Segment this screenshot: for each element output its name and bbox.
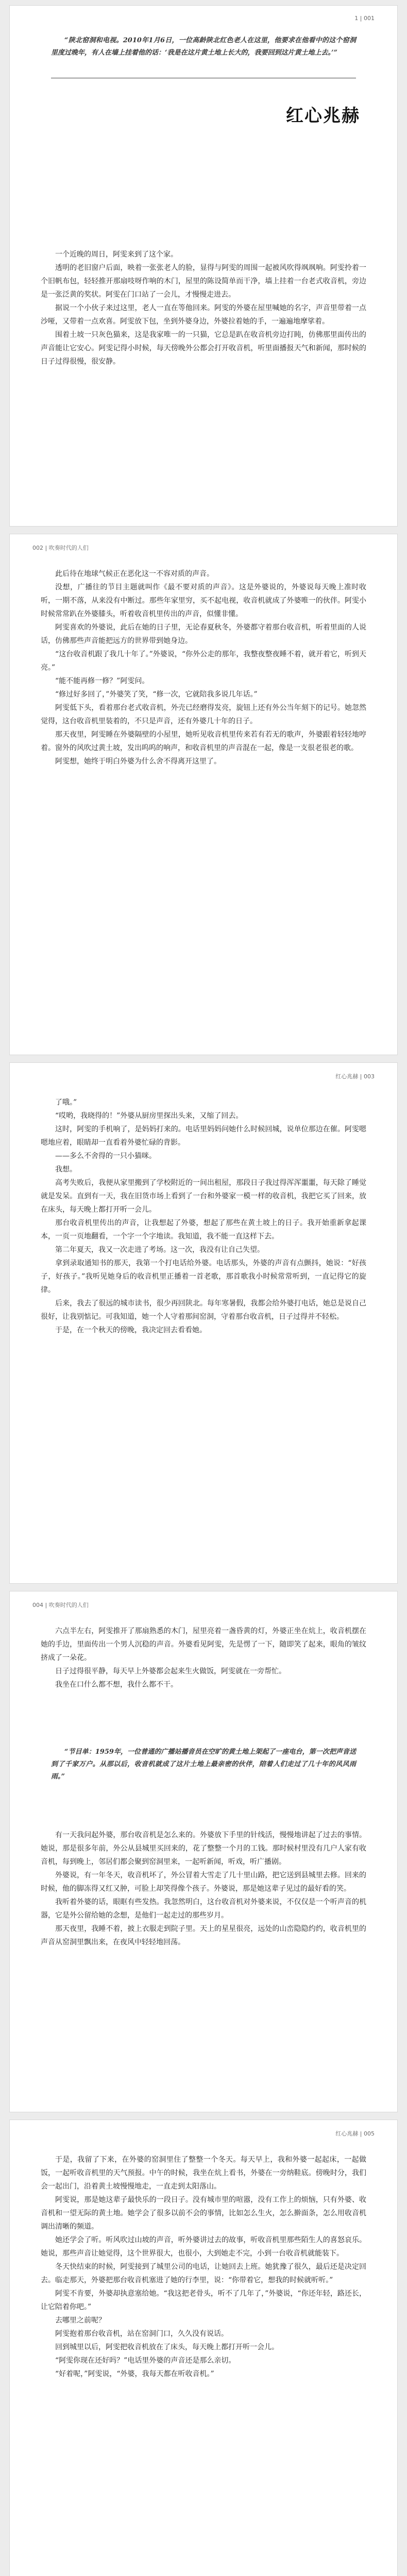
paragraph: 透明的老旧窗户后面，映着一张张老人的脸，显得与阿雯的周围一起被风吹得飒飒响。阿雯拎着一个旧帆布包，轻轻推开那扇吱呀作响的木门，屋里的陈设简单而干净，墙上挂着一台老式收音机，旁边是一张泛黄的奖状。阿雯在门口站了一会儿，才慢慢走进去。 (41, 264, 366, 299)
paragraph: 阿雯低下头，看着那台老式收音机，外壳已经磨得发亮，旋钮上还有外公当年刻下的记号。她忽然觉得，这台收音机里装着的，不只是声音，还有外婆几十年的日子。 (41, 704, 366, 725)
paragraph: 阿雯想，她终于明白外婆为什么舍不得离开这里了。 (55, 757, 221, 766)
paragraph: 一个近晚的周日，阿雯来到了这个家。 (55, 250, 178, 259)
book-page-2 (9, 534, 398, 1055)
book-page-1 (9, 5, 398, 527)
book-page-5 (9, 2120, 398, 2576)
paragraph: 于是，在一个秋天的傍晚，我决定回去看看她。 (55, 1326, 207, 1334)
paragraph: 我坐在口什么都不想，我什么都不干。 (55, 1681, 178, 1689)
paragraph: “能不能再修一修？”阿雯问。 (55, 677, 149, 685)
inset-quote-text: “节目单：1959年，一位普通的广播站播音员在空旷的黄土地上架起了一座电台，第一次把声音送到了千家万户。从那以后，收音机就成了这片土地上最亲密的伙伴，陪着人们走过了几十年的风风雨雨。” (51, 1748, 356, 1781)
page-header: 红心兆赫 | 003 (335, 1073, 375, 1080)
paragraph: 外婆说，有一年冬天，收音机坏了，外公冒着大雪走了几十里山路，把它送到县城里去修。回来的时候，他的脚冻得又红又肿，可脸上却笑得像个孩子。外婆说，那是她这辈子见过的最好看的笑。 (41, 1871, 366, 1893)
paragraph: “好着呢，”阿雯说，“外婆，我每天都在听收音机。” (55, 2370, 214, 2378)
page-text (41, 567, 366, 768)
paragraph: 阿雯说，那是她这辈子最快乐的一段日子。没有城市里的喧嚣，没有工作上的烦恼，只有外婆、收音机和一望无际的黄土地。她学会了很多以前不会的事情，比如怎么生火，怎么擀面条，怎么用收音机调出清晰的频道。 (41, 2196, 366, 2231)
paragraph: 围着土坡一只灰色猫来，这是我家唯一的一只猫，它总是趴在收音机旁边打盹，仿佛那里面传出的声音能让它安心。阿雯记得小时候，每天傍晚外公都会打开收音机，听里面播报天气和新闻，那时候的日子过得很慢，很安静。 (41, 331, 366, 366)
paragraph: 那天夜里，我睡不着，披上衣服走到院子里。天上的星星很亮，远处的山峦隐隐约约，收音机里的声音从窑洞里飘出来，在夜风中轻轻地回荡。 (41, 1925, 366, 1946)
page-header: 1 | 001 (354, 15, 375, 22)
page-header: 红心兆赫 | 005 (335, 2130, 375, 2137)
paragraph: “哎哟，我晓得的！”外婆从厨房里探出头来，又缩了回去。 (55, 1112, 243, 1120)
paragraph: 阿雯抱着那台收音机，站在窑洞门口，久久没有说话。 (55, 2330, 228, 2338)
epigraph-quote (51, 35, 356, 59)
paragraph: 据说一个小伙子来过这里，老人一直在等他回来。阿雯的外婆在屋里喊她的名字，声音里带着一点沙哑，又带着一点欢喜。阿雯放下包，坐到外婆身边，外婆拉着她的手，一遍遍地摩挲着。 (41, 304, 366, 326)
paragraph: 第二年夏天，我又一次走进了考场。这一次，我没有让自己失望。 (55, 1246, 264, 1254)
paragraph: “阿雯你现在还好吗？”电话里外婆的声音还是那么亲切。 (55, 2357, 236, 2365)
paragraph: ——多么不舍得的一只小猫咪。 (55, 1152, 156, 1160)
epigraph-paragraph: “陕北窑洞和电视。2010年1月6日，一位高龄陕北红色老人在这里，他要求在他看中的这个窑洞里度过晚年，有人在墙上挂着他的话：‘我是在这片黄土地上长大的，我要回到这片黄土地上去。’” (51, 37, 356, 57)
page-text (41, 1096, 366, 1337)
paragraph: 于是，我留了下来，在外婆的窑洞里住了整整一个冬天。每天早上，我和外婆一起起床，一起做饭，一起听收音机里的天气预报。中午的时候，我坐在炕上看书，外婆在一旁纳鞋底。傍晚时分，我们会一起出门，沿着黄土坡慢慢地走，一直走到太阳落山。 (41, 2156, 366, 2191)
book-page-4 (9, 1591, 398, 2112)
paragraph: “这台收音机跟了我几十年了。”外婆说，“你外公走的那年，我整夜整夜睡不着，就开着它，听到天亮。” (41, 650, 366, 672)
page-header: 002 | 吹奏时代的人们 (32, 545, 89, 551)
page-text (41, 248, 366, 368)
paragraph: 那天夜里，阿雯睡在外婆隔壁的小屋里，她听见收音机里传来若有若无的歌声，外婆跟着轻轻地哼着。窗外的风吹过黄土坡，发出呜呜的响声，和收音机里的声音混在一起，像是一支很老很老的歌。 (41, 731, 366, 752)
paragraph: 去哪里之前呢？ (55, 2316, 106, 2325)
paragraph: “修过好多回了，”外婆笑了笑，“修一次，它就陪我多说几年话。” (55, 690, 258, 699)
paragraph: 我听着外婆的话，眼眶有些发热。我忽然明白，这台收音机对外婆来说，不仅仅是一个听声音的机器，它是外公留给她的念想，是他们一起走过的那些岁月。 (41, 1898, 366, 1920)
paragraph: 回到城里以后，阿雯把收音机放在了床头，每天晚上都打开听一会儿。 (55, 2343, 279, 2351)
page-header: 004 | 吹奏时代的人们 (32, 1602, 89, 1608)
paragraph: 我想。 (55, 1165, 77, 1174)
paragraph: 阿雯喜欢的外婆说，此后在她的日子里，无论春夏秋冬，外婆都守着那台收音机，听着里面的人说话，仿佛那些声音能把远方的世界带到她身边。 (41, 623, 366, 645)
paragraph: 了哦。” (55, 1098, 77, 1107)
paragraph: 她还学会了听。听风吹过山坡的声音，听外婆讲过去的故事，听收音机里那些陌生人的喜怒哀乐。她说，那些声音让她觉得，这个世界很大，也很小，大到她走不完，小到一台收音机就能装下。 (41, 2236, 366, 2258)
page-text (41, 2153, 366, 2381)
page-text-continued (41, 1828, 366, 1949)
paragraph: 日子过得很平静，每天早上外婆都会起来生火做饭，阿雯就在一旁帮忙。 (55, 1667, 286, 1675)
inset-quote (51, 1746, 356, 1783)
paragraph: 拿到录取通知书的那天，我第一个打电话给外婆。电话那头，外婆的声音有点颤抖，她说：“好孩子，好孩子。”我听见她身后的收音机里正播着一首老歌，那首歌我小时候常常听到，一直记得它的旋律。 (41, 1259, 366, 1294)
paragraph: 冬天快结束的时候，阿雯接到了城里公司的电话，让她回去上班。她犹豫了很久，最后还是决定回去。临走那天，外婆把那台收音机塞进了她的行李里，说：“你带着它，想我的时候就听听。” (41, 2263, 366, 2284)
paragraph: 此后待在地球气候正在恶化这一不容对质的声音。 (55, 570, 214, 578)
paragraph: 后来，我去了很远的城市读书，很少再回陕北。每年寒暑假，我都会给外婆打电话，她总是说自己很好，让我别惦记。可我知道，她一个人守着那间窑洞，守着那台收音机，日子过得并不轻松。 (41, 1299, 366, 1321)
paragraph: 有一天我问起外婆，那台收音机是怎么来的。外婆放下手里的针线活，慢慢地讲起了过去的事情。她说，那是很多年前，外公从县城里买回来的，花了整整一个月的工钱。那时候村里没有几户人家有收音机，每到晚上，邻居们都会聚到窑洞里来，一起听新闻，听戏，听广播剧。 (41, 1831, 366, 1866)
book-page-3 (9, 1062, 398, 1584)
paragraph: 那台收音机里传出的声音，让我想起了外婆，想起了那些在黄土坡上的日子。我开始重新拿起课本，一页一页地翻看，一个字一个字地读。我知道，我不能一直这样下去。 (41, 1219, 366, 1241)
paragraph: 没想，广播往的节目主题就叫作《最不要对质的声音》。这是外婆说的，外婆说每天晚上准时收听，一期不落，从来没有中断过。那些年家里穷，买不起电视，收音机就成了外婆唯一的伙伴。阿雯小时候常常趴在外婆膝头，听着收音机里传出的声音，似懂非懂。 (41, 583, 366, 618)
chapter-title: 红心兆赫 (286, 106, 360, 126)
paragraph: 阿雯不肯要，外婆却执意塞给她。“我这把老骨头，听不了几年了，”外婆说，“你还年轻，路还长，让它陪着你吧。” (41, 2290, 366, 2311)
paragraph: 这时，阿雯的手机响了，是妈妈打来的。电话里妈妈问她什么时候回城，说单位那边在催。阿雯嗯嗯地应着，眼睛却一直看着外婆忙碌的背影。 (41, 1125, 366, 1147)
paragraph: 六点半左右，阿雯推开了那扇熟悉的木门，屋里亮着一盏昏黄的灯，外婆正坐在炕上，收音机摆在她的手边，里面传出一个男人沉稳的声音。外婆看见阿雯，先是愣了一下，随即笑了起来，眼角的皱纹挤成了一朵花。 (41, 1627, 366, 1662)
page-text (41, 1624, 366, 1691)
paragraph: 高考失败后，我便从家里搬到了学校附近的一间出租屋，那段日子我过得浑浑噩噩，每天除了睡觉就是发呆。直到有一天，我在旧货市场上看到了一台和外婆家一模一样的收音机，我把它买了回来，放在床头，每天晚上都打开听一会儿。 (41, 1179, 366, 1214)
